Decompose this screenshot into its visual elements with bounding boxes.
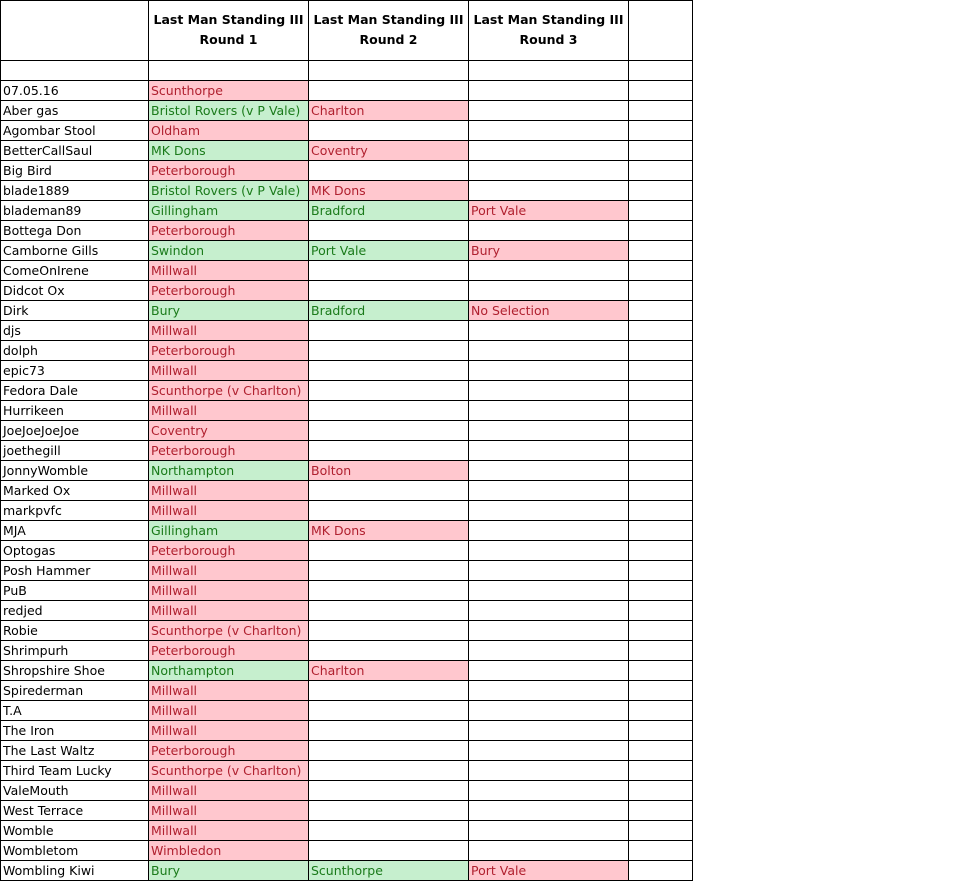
round-3-pick-cell[interactable]	[469, 601, 629, 621]
round-3-pick-cell[interactable]	[469, 361, 629, 381]
round-1-pick-cell[interactable]: MK Dons	[149, 141, 309, 161]
table-row	[1, 361, 693, 381]
round-3-pick-cell[interactable]	[469, 721, 629, 741]
round-2-pick-cell[interactable]: Scunthorpe	[309, 861, 469, 881]
player-name-cell[interactable]: JoeJoeJoeJoe	[1, 421, 149, 441]
empty-cell[interactable]	[629, 781, 693, 801]
empty-cell[interactable]	[629, 401, 693, 421]
table-row	[1, 541, 693, 561]
round-3-pick-cell[interactable]	[469, 161, 629, 181]
table-row	[1, 681, 693, 701]
player-name-cell[interactable]: Hurrikeen	[1, 401, 149, 421]
round-2-pick-cell[interactable]	[309, 601, 469, 621]
player-name-cell[interactable]: epic73	[1, 361, 149, 381]
round-2-pick-cell[interactable]	[309, 381, 469, 401]
empty-cell[interactable]	[629, 321, 693, 341]
round-1-pick-cell[interactable]: Millwall	[149, 601, 309, 621]
empty-cell[interactable]	[629, 641, 693, 661]
round-1-pick-cell[interactable]: Peterborough	[149, 161, 309, 181]
cell[interactable]	[629, 61, 693, 81]
empty-cell[interactable]	[629, 301, 693, 321]
empty-cell[interactable]	[629, 661, 693, 681]
round-3-pick-cell[interactable]	[469, 641, 629, 661]
round-1-pick-cell[interactable]: Millwall	[149, 261, 309, 281]
round-2-pick-cell[interactable]	[309, 121, 469, 141]
empty-cell[interactable]	[629, 621, 693, 641]
empty-cell[interactable]	[629, 801, 693, 821]
round-1-pick-cell[interactable]: Millwall	[149, 501, 309, 521]
table-row	[1, 81, 693, 101]
player-name-cell[interactable]: markpvfc	[1, 501, 149, 521]
player-name-cell[interactable]: blade1889	[1, 181, 149, 201]
table-row	[1, 701, 693, 721]
round-3-pick-cell[interactable]	[469, 801, 629, 821]
round-3-pick-cell[interactable]	[469, 841, 629, 861]
table-row	[1, 321, 693, 341]
round-3-pick-cell[interactable]	[469, 141, 629, 161]
table-row	[1, 261, 693, 281]
empty-cell[interactable]	[629, 521, 693, 541]
cell[interactable]	[149, 61, 309, 81]
round-2-pick-cell[interactable]: MK Dons	[309, 521, 469, 541]
empty-cell[interactable]	[629, 701, 693, 721]
round-1-pick-cell[interactable]: Millwall	[149, 821, 309, 841]
player-name-cell[interactable]: joethegill	[1, 441, 149, 461]
player-name-cell[interactable]: Aber gas	[1, 101, 149, 121]
empty-cell[interactable]	[629, 761, 693, 781]
table-row	[1, 761, 693, 781]
round-3-pick-cell[interactable]: No Selection	[469, 301, 629, 321]
round-2-pick-cell[interactable]	[309, 701, 469, 721]
round-1-pick-cell[interactable]: Bury	[149, 301, 309, 321]
round-1-pick-cell[interactable]: Millwall	[149, 701, 309, 721]
round-2-pick-cell[interactable]	[309, 441, 469, 461]
player-name-cell[interactable]: 07.05.16	[1, 81, 149, 101]
player-name-cell[interactable]: redjed	[1, 601, 149, 621]
round-1-pick-cell[interactable]: Oldham	[149, 121, 309, 141]
empty-cell[interactable]	[629, 461, 693, 481]
round-3-pick-cell[interactable]	[469, 401, 629, 421]
round-3-pick-cell[interactable]	[469, 101, 629, 121]
round-3-pick-cell[interactable]	[469, 81, 629, 101]
player-name-cell[interactable]: Posh Hammer	[1, 561, 149, 581]
empty-cell[interactable]	[629, 841, 693, 861]
player-name-cell[interactable]: Third Team Lucky	[1, 761, 149, 781]
round-3-pick-cell[interactable]	[469, 541, 629, 561]
round-2-pick-cell[interactable]: Charlton	[309, 101, 469, 121]
empty-cell[interactable]	[629, 561, 693, 581]
round-3-pick-cell[interactable]	[469, 381, 629, 401]
round-3-pick-cell[interactable]	[469, 561, 629, 581]
round-2-pick-cell[interactable]	[309, 561, 469, 581]
round-1-pick-cell[interactable]: Millwall	[149, 681, 309, 701]
round-3-pick-cell[interactable]	[469, 681, 629, 701]
empty-cell[interactable]	[629, 581, 693, 601]
header-row	[1, 1, 693, 61]
round-1-pick-cell[interactable]: Millwall	[149, 721, 309, 741]
round-2-pick-cell[interactable]	[309, 81, 469, 101]
empty-cell[interactable]	[629, 541, 693, 561]
round-1-pick-cell[interactable]: Peterborough	[149, 741, 309, 761]
round-1-pick-cell[interactable]: Scunthorpe (v Charlton)	[149, 621, 309, 641]
round-1-pick-cell[interactable]: Millwall	[149, 321, 309, 341]
table-row	[1, 801, 693, 821]
round-2-pick-cell[interactable]	[309, 321, 469, 341]
round-2-pick-cell[interactable]: MK Dons	[309, 181, 469, 201]
player-name-cell[interactable]: The Iron	[1, 721, 149, 741]
player-name-cell[interactable]: Fedora Dale	[1, 381, 149, 401]
round-3-pick-cell[interactable]	[469, 521, 629, 541]
player-name-cell[interactable]: Spirederman	[1, 681, 149, 701]
empty-cell[interactable]	[629, 181, 693, 201]
player-name-cell[interactable]: JonnyWomble	[1, 461, 149, 481]
empty-cell[interactable]	[629, 261, 693, 281]
player-name-cell[interactable]: Shrimpurh	[1, 641, 149, 661]
round-3-pick-cell[interactable]	[469, 121, 629, 141]
round-3-pick-cell[interactable]	[469, 281, 629, 301]
header-round-3[interactable]: Last Man Standing III Round 3	[469, 1, 629, 61]
empty-cell[interactable]	[629, 121, 693, 141]
round-2-pick-cell[interactable]	[309, 541, 469, 561]
table-row	[1, 741, 693, 761]
empty-cell[interactable]	[629, 381, 693, 401]
table-row	[1, 581, 693, 601]
empty-cell[interactable]	[629, 161, 693, 181]
round-2-pick-cell[interactable]	[309, 761, 469, 781]
player-name-cell[interactable]: ComeOnIrene	[1, 261, 149, 281]
round-3-pick-cell[interactable]	[469, 701, 629, 721]
round-1-pick-cell[interactable]: Peterborough	[149, 221, 309, 241]
table-row	[1, 401, 693, 421]
round-3-pick-cell[interactable]	[469, 481, 629, 501]
round-3-pick-cell[interactable]	[469, 821, 629, 841]
table-row	[1, 201, 693, 221]
empty-cell[interactable]	[629, 241, 693, 261]
empty-cell[interactable]	[629, 101, 693, 121]
empty-cell[interactable]	[629, 481, 693, 501]
player-name-cell[interactable]: BetterCallSaul	[1, 141, 149, 161]
round-2-pick-cell[interactable]: Bradford	[309, 301, 469, 321]
player-name-cell[interactable]: Dirk	[1, 301, 149, 321]
round-2-pick-cell[interactable]	[309, 401, 469, 421]
round-1-pick-cell[interactable]: Millwall	[149, 361, 309, 381]
player-name-cell[interactable]: Big Bird	[1, 161, 149, 181]
round-1-pick-cell[interactable]: Coventry	[149, 421, 309, 441]
player-name-cell[interactable]: Wombling Kiwi	[1, 861, 149, 881]
round-3-pick-cell[interactable]	[469, 501, 629, 521]
round-3-pick-cell[interactable]	[469, 741, 629, 761]
table-row	[1, 521, 693, 541]
empty-cell[interactable]	[629, 201, 693, 221]
table-row	[1, 621, 693, 641]
round-2-pick-cell[interactable]: Bolton	[309, 461, 469, 481]
empty-cell[interactable]	[629, 441, 693, 461]
round-1-pick-cell[interactable]: Bury	[149, 861, 309, 881]
round-1-pick-cell[interactable]: Peterborough	[149, 541, 309, 561]
header-round-1[interactable]: Last Man Standing III Round 1	[149, 1, 309, 61]
round-3-pick-cell[interactable]	[469, 661, 629, 681]
table-row	[1, 821, 693, 841]
table-row	[1, 861, 693, 881]
round-1-pick-cell[interactable]: Peterborough	[149, 281, 309, 301]
table-row	[1, 421, 693, 441]
round-2-pick-cell[interactable]	[309, 741, 469, 761]
round-1-pick-cell[interactable]: Millwall	[149, 781, 309, 801]
cell[interactable]	[469, 61, 629, 81]
round-3-pick-cell[interactable]	[469, 441, 629, 461]
table-row	[1, 301, 693, 321]
header-round-2[interactable]: Last Man Standing III Round 2	[309, 1, 469, 61]
round-2-pick-cell[interactable]	[309, 161, 469, 181]
empty-cell[interactable]	[629, 81, 693, 101]
table-row	[1, 101, 693, 121]
player-name-cell[interactable]: djs	[1, 321, 149, 341]
round-2-pick-cell[interactable]: Bradford	[309, 201, 469, 221]
round-3-pick-cell[interactable]	[469, 781, 629, 801]
player-name-cell[interactable]: dolph	[1, 341, 149, 361]
table-row	[1, 441, 693, 461]
round-3-pick-cell[interactable]: Port Vale	[469, 201, 629, 221]
round-1-pick-cell[interactable]: Gillingham	[149, 521, 309, 541]
player-name-cell[interactable]: Shropshire Shoe	[1, 661, 149, 681]
round-3-pick-cell[interactable]	[469, 341, 629, 361]
header-cell-extra[interactable]	[629, 1, 693, 61]
round-2-pick-cell[interactable]	[309, 281, 469, 301]
round-2-pick-cell[interactable]	[309, 841, 469, 861]
round-3-pick-cell[interactable]	[469, 321, 629, 341]
table-row	[1, 841, 693, 861]
player-name-cell[interactable]: blademan89	[1, 201, 149, 221]
round-2-pick-cell[interactable]	[309, 621, 469, 641]
round-2-pick-cell[interactable]: Port Vale	[309, 241, 469, 261]
round-1-pick-cell[interactable]: Millwall	[149, 801, 309, 821]
player-name-cell[interactable]: ValeMouth	[1, 781, 149, 801]
round-1-pick-cell[interactable]: Swindon	[149, 241, 309, 261]
table-row	[1, 341, 693, 361]
round-1-pick-cell[interactable]: Scunthorpe (v Charlton)	[149, 381, 309, 401]
round-1-pick-cell[interactable]: Peterborough	[149, 341, 309, 361]
player-name-cell[interactable]: MJA	[1, 521, 149, 541]
empty-cell[interactable]	[629, 741, 693, 761]
empty-cell[interactable]	[629, 221, 693, 241]
empty-cell[interactable]	[629, 501, 693, 521]
round-2-pick-cell[interactable]: Charlton	[309, 661, 469, 681]
empty-cell[interactable]	[629, 721, 693, 741]
round-2-pick-cell[interactable]	[309, 501, 469, 521]
table-row	[1, 181, 693, 201]
table-row	[1, 281, 693, 301]
table-row	[1, 721, 693, 741]
round-2-pick-cell[interactable]	[309, 821, 469, 841]
player-name-cell[interactable]: Robie	[1, 621, 149, 641]
table-row	[1, 461, 693, 481]
empty-cell[interactable]	[629, 821, 693, 841]
table-row	[1, 661, 693, 681]
player-name-cell[interactable]: Womble	[1, 821, 149, 841]
player-name-cell[interactable]: West Terrace	[1, 801, 149, 821]
round-2-pick-cell[interactable]	[309, 641, 469, 661]
table-row	[1, 501, 693, 521]
round-2-pick-cell[interactable]	[309, 221, 469, 241]
round-3-pick-cell[interactable]	[469, 421, 629, 441]
player-name-cell[interactable]: Optogas	[1, 541, 149, 561]
player-name-cell[interactable]: Bottega Don	[1, 221, 149, 241]
round-2-pick-cell[interactable]	[309, 801, 469, 821]
table-row	[1, 561, 693, 581]
round-1-pick-cell[interactable]: Scunthorpe	[149, 81, 309, 101]
round-2-pick-cell[interactable]	[309, 721, 469, 741]
round-2-pick-cell[interactable]	[309, 581, 469, 601]
player-name-cell[interactable]: Agombar Stool	[1, 121, 149, 141]
player-name-cell[interactable]: Camborne Gills	[1, 241, 149, 261]
table-row	[1, 381, 693, 401]
table-row	[1, 241, 693, 261]
table-row	[1, 121, 693, 141]
table-row	[1, 641, 693, 661]
table-row	[1, 481, 693, 501]
round-1-pick-cell[interactable]: Gillingham	[149, 201, 309, 221]
round-2-pick-cell[interactable]	[309, 681, 469, 701]
player-name-cell[interactable]: Wombletom	[1, 841, 149, 861]
round-3-pick-cell[interactable]	[469, 461, 629, 481]
round-1-pick-cell[interactable]: Millwall	[149, 561, 309, 581]
blank-row	[1, 61, 693, 81]
round-1-pick-cell[interactable]: Northampton	[149, 661, 309, 681]
sheet-body	[1, 1, 693, 881]
player-name-cell[interactable]: Didcot Ox	[1, 281, 149, 301]
round-1-pick-cell[interactable]: Peterborough	[149, 441, 309, 461]
round-3-pick-cell[interactable]	[469, 221, 629, 241]
table-row	[1, 601, 693, 621]
round-2-pick-cell[interactable]	[309, 361, 469, 381]
empty-cell[interactable]	[629, 281, 693, 301]
round-2-pick-cell[interactable]	[309, 481, 469, 501]
table-row	[1, 141, 693, 161]
table-row	[1, 221, 693, 241]
round-1-pick-cell[interactable]: Northampton	[149, 461, 309, 481]
round-2-pick-cell[interactable]	[309, 261, 469, 281]
table-row	[1, 781, 693, 801]
round-2-pick-cell[interactable]: Coventry	[309, 141, 469, 161]
player-name-cell[interactable]: The Last Waltz	[1, 741, 149, 761]
empty-cell[interactable]	[629, 421, 693, 441]
header-cell-empty[interactable]	[1, 1, 149, 61]
round-3-pick-cell[interactable]: Port Vale	[469, 861, 629, 881]
empty-cell[interactable]	[629, 141, 693, 161]
round-3-pick-cell[interactable]	[469, 181, 629, 201]
round-1-pick-cell[interactable]: Millwall	[149, 581, 309, 601]
round-1-pick-cell[interactable]: Bristol Rovers (v P Vale)	[149, 181, 309, 201]
round-1-pick-cell[interactable]: Millwall	[149, 401, 309, 421]
round-3-pick-cell[interactable]	[469, 261, 629, 281]
cell[interactable]	[309, 61, 469, 81]
empty-cell[interactable]	[629, 341, 693, 361]
round-1-pick-cell[interactable]: Bristol Rovers (v P Vale)	[149, 101, 309, 121]
round-1-pick-cell[interactable]: Peterborough	[149, 641, 309, 661]
round-1-pick-cell[interactable]: Millwall	[149, 481, 309, 501]
table-row	[1, 161, 693, 181]
round-1-pick-cell[interactable]: Wimbledon	[149, 841, 309, 861]
empty-cell[interactable]	[629, 361, 693, 381]
round-2-pick-cell[interactable]	[309, 421, 469, 441]
cell[interactable]	[1, 61, 149, 81]
round-3-pick-cell[interactable]	[469, 621, 629, 641]
player-name-cell[interactable]: T.A	[1, 701, 149, 721]
player-name-cell[interactable]: PuB	[1, 581, 149, 601]
round-3-pick-cell[interactable]	[469, 761, 629, 781]
empty-cell[interactable]	[629, 601, 693, 621]
round-2-pick-cell[interactable]	[309, 341, 469, 361]
round-3-pick-cell[interactable]: Bury	[469, 241, 629, 261]
round-1-pick-cell[interactable]: Scunthorpe (v Charlton)	[149, 761, 309, 781]
empty-cell[interactable]	[629, 861, 693, 881]
empty-cell[interactable]	[629, 681, 693, 701]
round-2-pick-cell[interactable]	[309, 781, 469, 801]
round-3-pick-cell[interactable]	[469, 581, 629, 601]
player-name-cell[interactable]: Marked Ox	[1, 481, 149, 501]
